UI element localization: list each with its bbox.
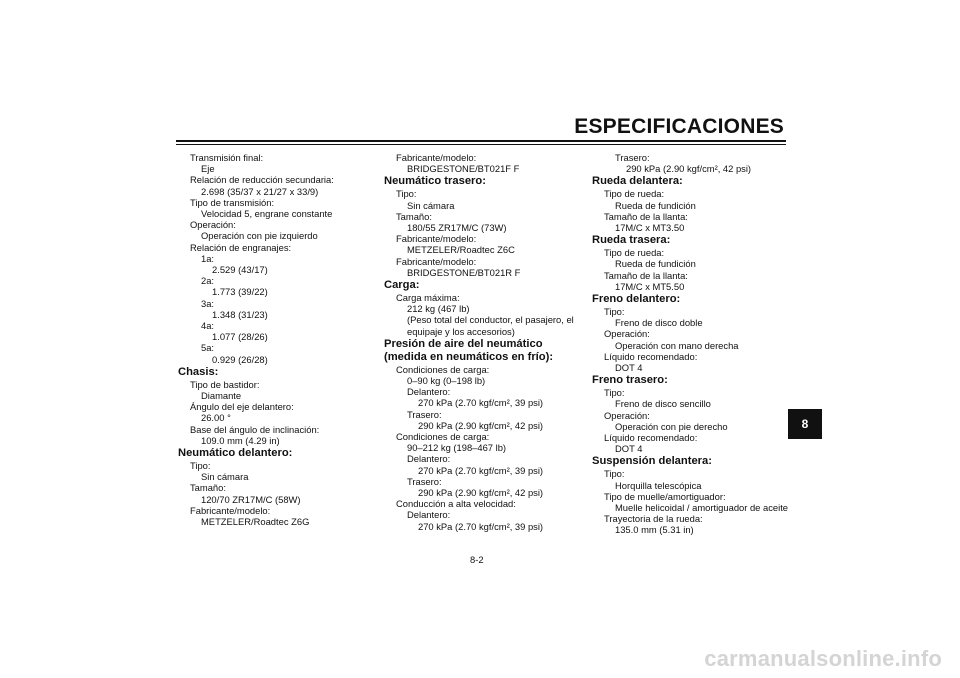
section-heading: Carga:: [384, 279, 420, 292]
spec-line: Condiciones de carga:: [396, 363, 490, 375]
spec-line: Operación:: [190, 219, 236, 231]
spec-line: Líquido recomendado:: [604, 350, 698, 362]
spec-line: Velocidad 5, engrane constante: [201, 208, 333, 220]
spec-line: METZELER/Roadtec Z6C: [407, 244, 515, 256]
spec-line: Tamaño:: [190, 482, 226, 494]
spec-line: Trasero:: [615, 152, 650, 163]
spec-column-3: [592, 152, 792, 536]
spec-line: Tipo de rueda:: [604, 188, 665, 200]
spec-line: DOT 4: [615, 443, 643, 455]
spec-line: 290 kPa (2.90 kgf/cm², 42 psi): [418, 487, 544, 499]
spec-line: Tamaño:: [396, 210, 432, 222]
section-heading: Rueda trasera:: [592, 234, 671, 247]
spec-line: 212 kg (467 lb): [407, 303, 470, 315]
spec-line: Sin cámara: [407, 199, 455, 211]
spec-line: Freno de disco doble: [615, 317, 703, 329]
spec-line: Rueda de fundición: [615, 258, 696, 270]
spec-line: 1.348 (31/23): [212, 308, 268, 320]
spec-line: 17M/C x MT5.50: [615, 280, 685, 292]
spec-line: Trayectoria de la rueda:: [604, 513, 703, 525]
spec-line: Tamaño de la llanta:: [604, 269, 688, 281]
spec-line: 17M/C x MT3.50: [615, 222, 685, 234]
spec-line: Trasero:: [407, 475, 442, 487]
section-heading: Presión de aire del neumático (medida en neumáticos en frío):: [384, 337, 554, 363]
spec-column-1: [178, 152, 378, 527]
section-heading: Chasis:: [178, 365, 219, 378]
spec-line: Fabricante/modelo:: [396, 255, 477, 267]
spec-line: Operación:: [604, 328, 650, 340]
spec-line: DOT 4: [615, 362, 643, 374]
spec-line: Operación:: [604, 409, 650, 421]
spec-line: Sin cámara: [201, 471, 249, 483]
section-heading: Freno trasero:: [592, 374, 668, 387]
spec-line: Transmisión final:: [190, 152, 264, 163]
spec-line: 3a:: [201, 297, 215, 309]
spec-line: Rueda de fundición: [615, 199, 696, 211]
spec-line: Diamante: [201, 390, 242, 402]
section-heading: Freno delantero:: [592, 293, 681, 306]
chapter-tab: 8: [788, 409, 822, 439]
spec-line: Tamaño de la llanta:: [604, 210, 688, 222]
spec-line: Fabricante/modelo:: [396, 233, 477, 245]
spec-line: Conducción a alta velocidad:: [396, 498, 516, 510]
spec-line: Eje: [201, 163, 215, 175]
spec-line: 109.0 mm (4.29 in): [201, 434, 280, 446]
spec-line: BRIDGESTONE/BT021R F: [407, 266, 521, 278]
spec-line: Relación de engranajes:: [190, 241, 292, 253]
spec-line: 270 kPa (2.70 kgf/cm², 39 psi): [418, 464, 544, 476]
section-heading: Suspensión delantera:: [592, 455, 712, 468]
spec-line: 4a:: [201, 320, 215, 332]
spec-line: Tipo de rueda:: [604, 247, 665, 259]
spec-line: Tipo:: [604, 387, 625, 399]
spec-line: Líquido recomendado:: [604, 432, 698, 444]
page-title: ESPECIFICACIONES: [574, 115, 784, 138]
spec-line: Trasero:: [407, 408, 442, 420]
spec-line: 120/70 ZR17M/C (58W): [201, 493, 301, 505]
section-heading: Neumático delantero:: [178, 447, 293, 460]
spec-line: 90–212 kg (198–467 lb): [407, 442, 507, 454]
section-heading: Neumático trasero:: [384, 175, 486, 188]
header-rule-thin: [176, 144, 786, 145]
spec-line: Delantero:: [407, 386, 451, 398]
spec-line: Relación de reducción secundaria:: [190, 174, 334, 186]
spec-line: (Peso total del conductor, el pasajero, el equipaje y los accesorios): [407, 314, 574, 337]
spec-line: Delantero:: [407, 453, 451, 465]
spec-line: 26.00 °: [201, 412, 231, 424]
spec-line: Ángulo del eje delantero:: [190, 401, 294, 413]
spec-line: Operación con mano derecha: [615, 339, 739, 351]
spec-line: Tipo de transmisión:: [190, 196, 275, 208]
spec-line: METZELER/Roadtec Z6G: [201, 516, 310, 528]
spec-line: 2.529 (43/17): [212, 264, 268, 276]
spec-line: 290 kPa (2.90 kgf/cm², 42 psi): [626, 163, 752, 175]
page-number: 8-2: [470, 554, 484, 565]
spec-line: Tipo de muelle/amortiguador:: [604, 490, 726, 502]
spec-line: Muelle helicoidal / amortiguador de aceite: [615, 502, 789, 514]
spec-line: Fabricante/modelo:: [396, 152, 477, 163]
spec-line: Carga máxima:: [396, 292, 460, 304]
spec-line: Condiciones de carga:: [396, 431, 490, 443]
spec-line: Tipo:: [190, 460, 211, 472]
spec-column-2: [384, 152, 584, 532]
spec-line: 1.077 (28/26): [212, 331, 268, 343]
spec-line: Freno de disco sencillo: [615, 398, 711, 410]
spec-line: 180/55 ZR17M/C (73W): [407, 222, 507, 234]
spec-line: Delantero:: [407, 509, 451, 521]
spec-line: 0.929 (26/28): [212, 353, 268, 365]
spec-line: 1a:: [201, 252, 215, 264]
spec-line: 5a:: [201, 342, 215, 354]
section-heading: Rueda delantera:: [592, 175, 683, 188]
spec-line: Fabricante/modelo:: [190, 504, 271, 516]
spec-line: Tipo de bastidor:: [190, 378, 260, 390]
watermark: carmanualsonline.info: [704, 646, 942, 671]
spec-line: 135.0 mm (5.31 in): [615, 524, 694, 536]
spec-line: 2.698 (35/37 x 21/27 x 33/9): [201, 185, 319, 197]
spec-line: Horquilla telescópica: [615, 479, 702, 491]
header-rule-thick: [176, 140, 786, 142]
spec-line: 290 kPa (2.90 kgf/cm², 42 psi): [418, 419, 544, 431]
spec-line: 0–90 kg (0–198 lb): [407, 375, 486, 387]
spec-line: Tipo:: [396, 188, 417, 200]
spec-line: 1.773 (39/22): [212, 286, 268, 298]
spec-line: Tipo:: [604, 468, 625, 480]
spec-line: Operación con pie derecho: [615, 420, 728, 432]
spec-line: 270 kPa (2.70 kgf/cm², 39 psi): [418, 520, 544, 532]
spec-line: Base del ángulo de inclinación:: [190, 423, 320, 435]
spec-line: 2a:: [201, 275, 215, 287]
spec-line: BRIDGESTONE/BT021F F: [407, 163, 520, 175]
spec-line: 270 kPa (2.70 kgf/cm², 39 psi): [418, 397, 544, 409]
spec-line: Tipo:: [604, 306, 625, 318]
spec-line: Operación con pie izquierdo: [201, 230, 318, 242]
